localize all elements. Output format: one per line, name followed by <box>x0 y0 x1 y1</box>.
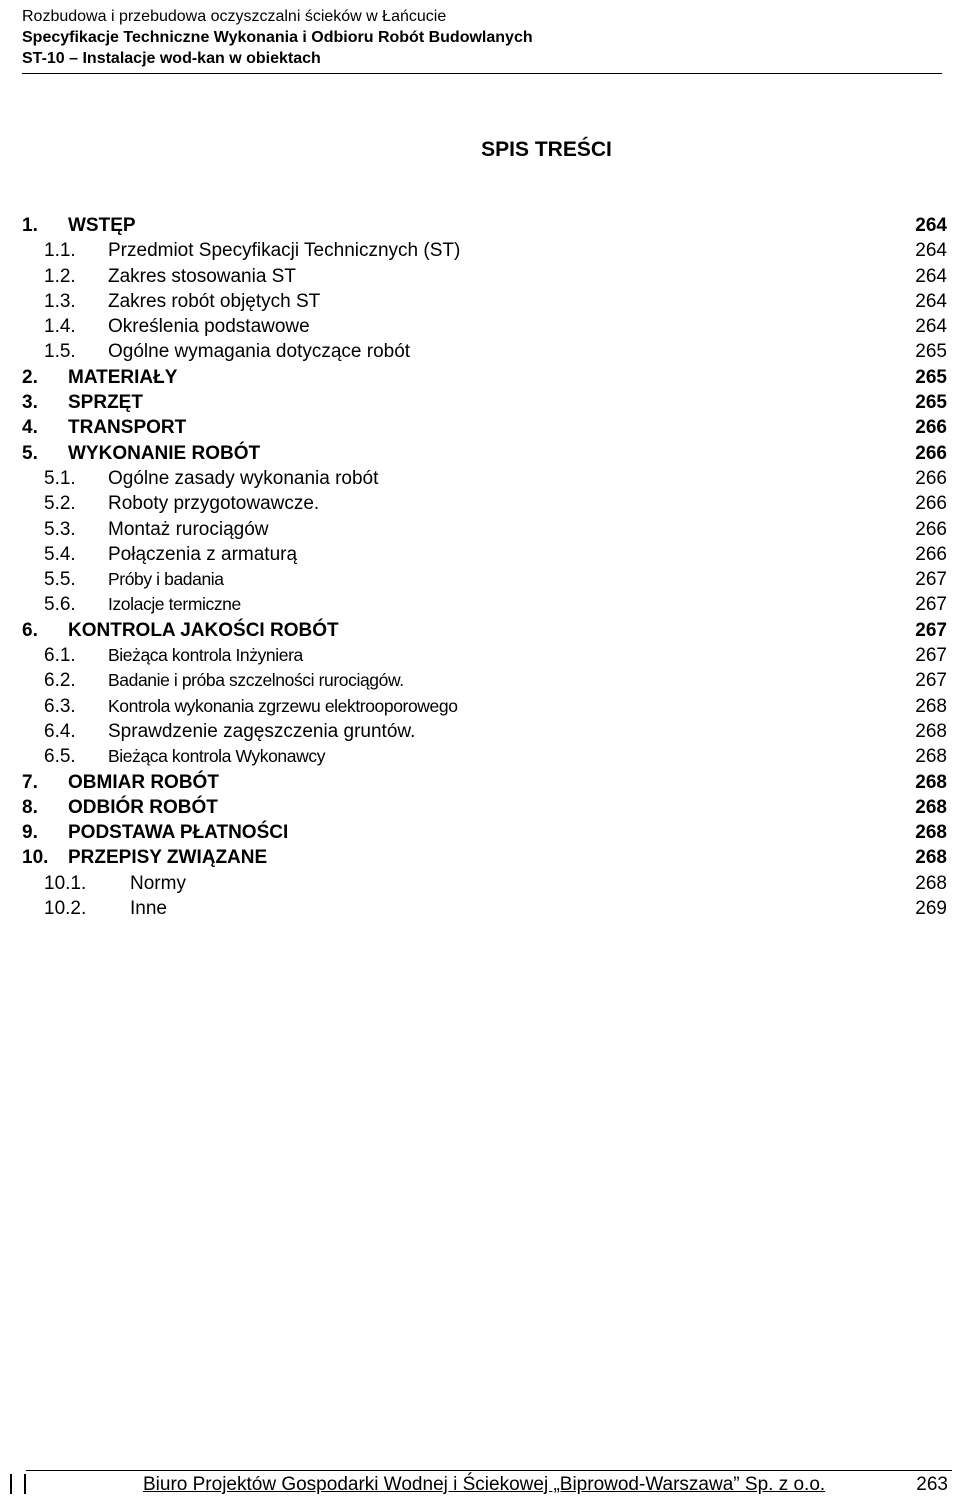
toc-entry-label: OBMIAR ROBÓT <box>68 770 220 795</box>
toc-entry-3[interactable] <box>22 390 947 415</box>
toc-entry-number: 7. <box>22 770 38 795</box>
toc-entry-page: 266 <box>905 415 947 440</box>
page-number: 263 <box>916 1474 948 1495</box>
toc-entry-number: 10. <box>22 845 48 870</box>
toc-entry-5-1[interactable] <box>22 466 947 491</box>
toc-entry-page: 268 <box>905 795 947 820</box>
toc-entry-label: PODSTAWA PŁATNOŚCI <box>68 820 289 845</box>
toc-entry-1-1[interactable] <box>22 238 947 263</box>
toc-entry-5-2[interactable] <box>22 491 947 516</box>
toc-entry-page: 264 <box>905 238 947 263</box>
toc-entry-6-3[interactable] <box>22 694 947 719</box>
toc-entry-number: 10.2. <box>44 896 86 921</box>
toc-entry-number: 3. <box>22 390 38 415</box>
toc-entry-page: 264 <box>905 289 947 314</box>
toc-entry-label: Przedmiot Specyfikacji Technicznych (ST) <box>108 238 461 263</box>
toc-entry-page: 267 <box>905 567 947 592</box>
toc-entry-page: 268 <box>905 694 947 719</box>
toc-entry-label: TRANSPORT <box>68 415 187 440</box>
toc-entry-1-4[interactable] <box>22 314 947 339</box>
toc-entry-7[interactable] <box>22 770 947 795</box>
toc-entry-page: 265 <box>905 339 947 364</box>
footer-company-name: Biuro Projektów Gospodarki Wodnej i Ściekowej „Biprowod-Warszawa” Sp. z o.o. <box>143 1474 826 1495</box>
toc-entry-page: 265 <box>905 390 947 415</box>
toc-entry-number: 1. <box>22 213 38 238</box>
footer-bar-left <box>10 1474 12 1494</box>
toc-title: SPIS TREŚCI <box>481 138 612 161</box>
toc-entry-label: Ogólne zasady wykonania robót <box>108 466 379 491</box>
toc-entry-page: 264 <box>905 314 947 339</box>
toc-entry-4[interactable] <box>22 415 947 440</box>
toc-entry-label: WSTĘP <box>68 213 137 238</box>
toc-entry-label: Bieżąca kontrola Inżyniera <box>108 643 304 668</box>
toc-entry-10[interactable] <box>22 845 947 870</box>
toc-entry-page: 268 <box>905 744 947 769</box>
toc-entry-5-6[interactable] <box>22 592 947 617</box>
toc-entry-1-5[interactable] <box>22 339 947 364</box>
toc-entry-number: 5.2. <box>44 491 76 516</box>
toc-entry-1-2[interactable] <box>22 264 947 289</box>
toc-entry-6-1[interactable] <box>22 643 947 668</box>
toc-entry-page: 266 <box>905 441 947 466</box>
toc-entry-page: 268 <box>905 770 947 795</box>
toc-entry-number: 5.6. <box>44 592 76 617</box>
toc-entry-number: 1.4. <box>44 314 76 339</box>
toc-entry-number: 2. <box>22 365 38 390</box>
toc-entry-number: 5. <box>22 441 38 466</box>
toc-entry-6-4[interactable] <box>22 719 947 744</box>
toc-entry-page: 268 <box>905 871 947 896</box>
toc-entry-label: Zakres robót objętych ST <box>108 289 321 314</box>
toc-entry-6-5[interactable] <box>22 744 947 769</box>
toc-entry-10-1[interactable] <box>22 871 947 896</box>
toc-entry-page: 264 <box>905 213 947 238</box>
toc-entry-5-4[interactable] <box>22 542 947 567</box>
toc-entry-number: 1.3. <box>44 289 76 314</box>
toc-entry-page: 266 <box>905 491 947 516</box>
toc-entry-5-3[interactable] <box>22 517 947 542</box>
toc-entry-label: ODBIÓR ROBÓT <box>68 795 219 820</box>
toc-entry-page: 266 <box>905 542 947 567</box>
toc-entry-number: 1.2. <box>44 264 76 289</box>
toc-entry-label: Inne <box>130 896 168 921</box>
toc-entry-number: 5.3. <box>44 517 76 542</box>
toc-entry-2[interactable] <box>22 365 947 390</box>
toc-entry-page: 266 <box>905 517 947 542</box>
toc-entry-label: WYKONANIE ROBÓT <box>68 441 261 466</box>
header-section-title: ST-10 – Instalacje wod-kan w obiektach <box>22 50 321 67</box>
page-header <box>22 6 942 74</box>
toc-entry-number: 6.3. <box>44 694 76 719</box>
toc-entry-number: 5.5. <box>44 567 76 592</box>
toc-entry-number: 6. <box>22 618 38 643</box>
table-of-contents <box>22 213 947 921</box>
toc-entry-page: 267 <box>905 643 947 668</box>
toc-entry-label: Kontrola wykonania zgrzewu elektrooporowego <box>108 694 459 719</box>
page-footer <box>0 1464 960 1500</box>
toc-entry-label: Roboty przygotowawcze. <box>108 491 320 516</box>
toc-entry-label: SPRZĘT <box>68 390 144 415</box>
toc-entry-label: Połączenia z armaturą <box>108 542 298 567</box>
toc-entry-number: 9. <box>22 820 38 845</box>
header-spec-title: Specyfikacje Techniczne Wykonania i Odbioru Robót Budowlanych <box>22 29 533 46</box>
toc-entry-page: 264 <box>905 264 947 289</box>
toc-entry-number: 8. <box>22 795 38 820</box>
toc-entry-5[interactable] <box>22 441 947 466</box>
toc-entry-number: 6.5. <box>44 744 76 769</box>
toc-entry-number: 6.1. <box>44 643 76 668</box>
toc-entry-label: Normy <box>130 871 187 896</box>
toc-entry-label: Montaż rurociągów <box>108 517 270 542</box>
toc-entry-8[interactable] <box>22 795 947 820</box>
toc-entry-number: 5.1. <box>44 466 76 491</box>
toc-entry-number: 1.1. <box>44 238 76 263</box>
toc-entry-page: 268 <box>905 719 947 744</box>
toc-entry-label: Ogólne wymagania dotyczące robót <box>108 339 411 364</box>
toc-entry-label: Izolacje termiczne <box>108 592 242 617</box>
toc-entry-1-3[interactable] <box>22 289 947 314</box>
toc-entry-1[interactable] <box>22 213 947 238</box>
toc-entry-page: 267 <box>905 618 947 643</box>
toc-entry-10-2[interactable] <box>22 896 947 921</box>
toc-entry-5-5[interactable] <box>22 567 947 592</box>
toc-entry-page: 266 <box>905 466 947 491</box>
toc-entry-label: Próby i badania <box>108 567 225 592</box>
toc-entry-number: 5.4. <box>44 542 76 567</box>
toc-entry-number: 4. <box>22 415 38 440</box>
toc-entry-label: PRZEPISY ZWIĄZANE <box>68 845 268 870</box>
toc-entry-number: 6.4. <box>44 719 76 744</box>
toc-entry-label: Określenia podstawowe <box>108 314 311 339</box>
footer-bar-right <box>24 1474 26 1494</box>
toc-entry-9[interactable] <box>22 820 947 845</box>
toc-entry-page: 267 <box>905 592 947 617</box>
toc-entry-page: 267 <box>905 668 947 693</box>
toc-entry-page: 268 <box>905 820 947 845</box>
toc-entry-label: Bieżąca kontrola Wykonawcy <box>108 744 326 769</box>
toc-entry-6-2[interactable] <box>22 668 947 693</box>
toc-entry-label: MATERIAŁY <box>68 365 178 390</box>
toc-entry-label: KONTROLA JAKOŚCI ROBÓT <box>68 618 340 643</box>
toc-entry-number: 6.2. <box>44 668 76 693</box>
toc-entry-number: 10.1. <box>44 871 86 896</box>
toc-entry-label: Sprawdzenie zagęszczenia gruntów. <box>108 719 416 744</box>
toc-entry-6[interactable] <box>22 618 947 643</box>
toc-entry-label: Badanie i próba szczelności rurociągów. <box>108 668 405 693</box>
footer-rule <box>26 1470 952 1471</box>
toc-entry-page: 268 <box>905 845 947 870</box>
toc-entry-number: 1.5. <box>44 339 76 364</box>
toc-entry-page: 269 <box>905 896 947 921</box>
toc-entry-page: 265 <box>905 365 947 390</box>
header-project-title: Rozbudowa i przebudowa oczyszczalni ścieków w Łańcucie <box>22 8 447 25</box>
toc-entry-label: Zakres stosowania ST <box>108 264 297 289</box>
